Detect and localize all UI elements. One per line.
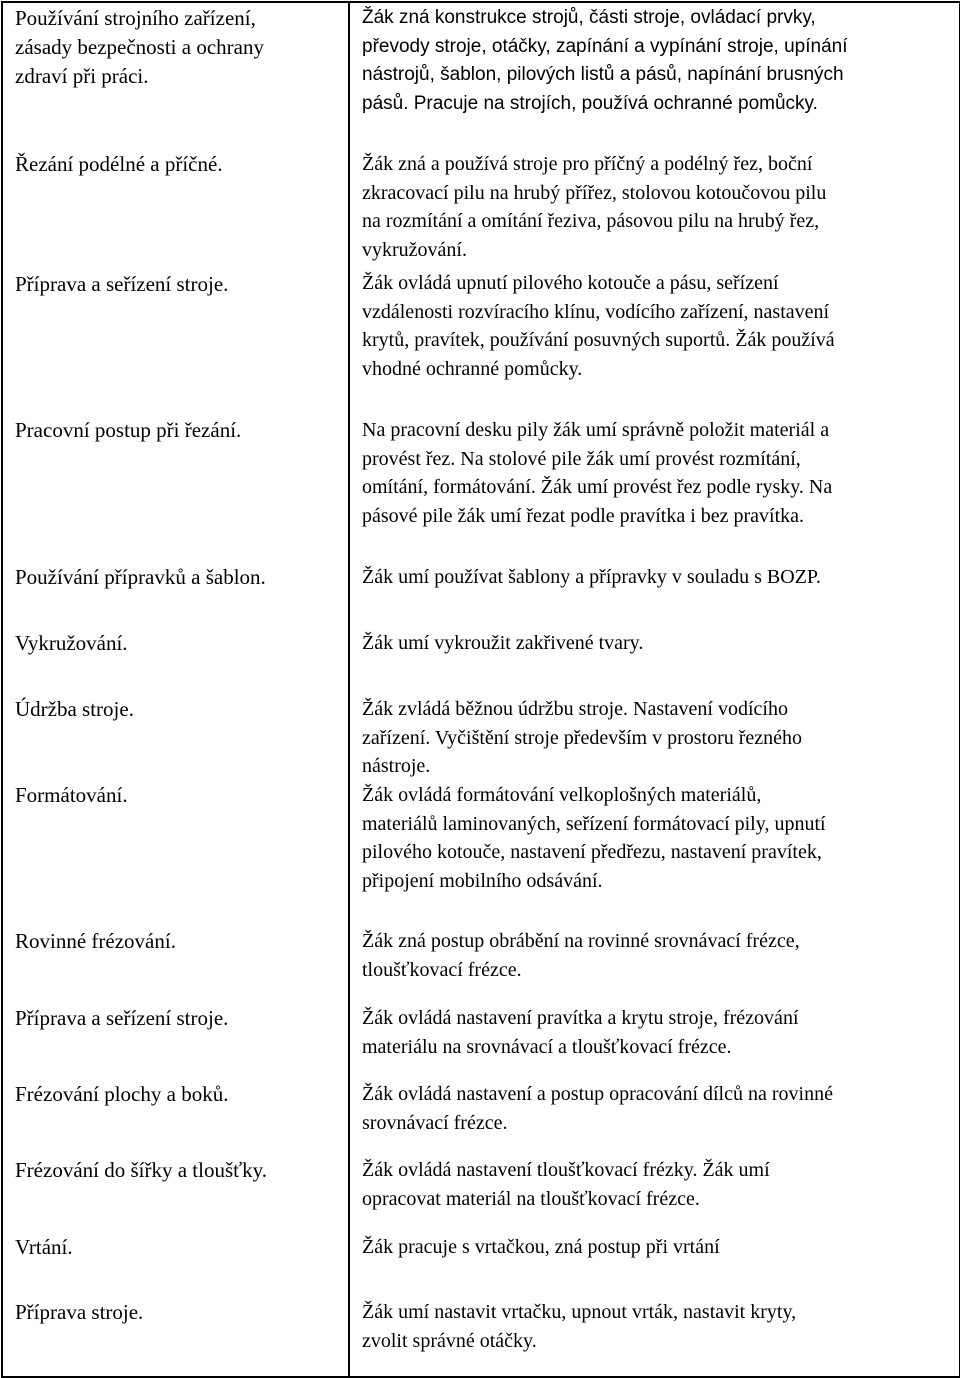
- text-line: vykružování.: [362, 238, 467, 261]
- left-cell-topic: [15, 1004, 228, 1033]
- text-line: Formátování.: [15, 783, 128, 807]
- text-line: Frézování do šířky a tloušťky.: [15, 1158, 267, 1182]
- text-line: Používání strojního zařízení,: [15, 6, 256, 30]
- text-line: Žák umí vykroužit zakřivené tvary.: [362, 632, 644, 654]
- text-line: nástrojů, šablon, pilových listů a pásů, napínání brusných: [362, 64, 844, 85]
- left-cell-topic: [15, 927, 176, 956]
- text-line: Pracovní postup při řezání.: [15, 418, 242, 442]
- text-line: Používání přípravků a šablon.: [15, 565, 266, 589]
- text-line: srovnávací frézce.: [362, 1111, 508, 1134]
- right-cell-outcome: [362, 629, 643, 658]
- text-line: zvolit správné otáčky.: [362, 1329, 537, 1352]
- text-line: Údržba stroje.: [15, 697, 134, 721]
- text-line: zásady bezpečnosti a ochrany: [15, 35, 264, 59]
- text-line: zkracovací pilu na hrubý přířez, stolovou kotoučovou pilu: [362, 181, 827, 204]
- text-line: Frézování plochy a boků.: [15, 1082, 229, 1106]
- text-line: na rozmítání a omítání řeziva, pásovou pilu na hrubý řez,: [362, 210, 820, 232]
- text-line: omítání, formátování. Žák umí provést řez podle rysky. Na: [362, 476, 833, 498]
- right-cell-outcome: [362, 416, 832, 530]
- text-line: Žák ovládá nastavení a postup opracování dílců na rovinné: [362, 1083, 833, 1105]
- text-line: převody stroje, otáčky, zapínání a vypínání stroje, upínání: [362, 35, 848, 57]
- text-line: vhodné ochranné pomůcky.: [362, 357, 583, 380]
- text-line: zdraví při práci.: [15, 64, 149, 88]
- left-cell-topic: [15, 563, 266, 592]
- text-line: Žák umí nastavit vrtačku, upnout vrták, nastavit kryty,: [362, 1301, 797, 1323]
- text-line: vzdálenosti rozvíracího klínu, vodícího zařízení, nastavení: [362, 300, 830, 323]
- text-line: Žák umí používat šablony a přípravky v souladu s BOZP.: [362, 566, 821, 588]
- text-line: pásů. Pracuje na strojích, používá ochranné pomůcky.: [362, 92, 818, 114]
- text-line: Příprava a seřízení stroje.: [15, 272, 229, 296]
- right-cell-outcome: [362, 269, 835, 383]
- text-line: připojení mobilního odsávání.: [362, 869, 603, 892]
- text-line: pásové pile žák umí řezat podle pravítka i bez pravítka.: [362, 504, 805, 527]
- column-divider: [348, 1, 350, 1378]
- text-line: nástroje.: [362, 755, 431, 777]
- left-cell-topic: [15, 781, 128, 810]
- text-line: Žák zná a používá stroje pro příčný a podélný řez, boční: [362, 153, 813, 175]
- right-cell-outcome: [362, 695, 802, 781]
- text-line: materiálu na srovnávací a tloušťkovací frézce.: [362, 1035, 732, 1058]
- right-cell-outcome: [362, 1233, 720, 1262]
- left-cell-topic: [15, 270, 228, 299]
- left-cell-topic: [15, 695, 134, 724]
- text-line: Žák zvládá běžnou údržbu stroje. Nastavení vodícího: [362, 698, 788, 720]
- text-line: Žák ovládá upnutí pilového kotouče a pásu, seřízení: [362, 272, 779, 294]
- right-cell-outcome: [362, 1080, 833, 1137]
- text-line: Vrtání.: [15, 1235, 73, 1259]
- text-line: Příprava a seřízení stroje.: [15, 1006, 229, 1030]
- text-line: opracovat materiál na tloušťkovací frézce.: [362, 1187, 700, 1210]
- text-line: Řezání podélné a příčné.: [15, 152, 223, 176]
- text-line: Na pracovní desku pily žák umí správně položit materiál a: [362, 419, 830, 441]
- left-cell-topic: [15, 1080, 228, 1109]
- right-cell-outcome: [362, 1298, 796, 1355]
- left-cell-topic: [15, 4, 264, 91]
- text-line: krytů, pravítek, používání posuvných suportů. Žák používá: [362, 329, 835, 351]
- right-cell-outcome: [362, 1156, 770, 1213]
- text-line: Vykružování.: [15, 631, 128, 655]
- right-cell-outcome: [362, 927, 800, 984]
- text-line: tloušťkovací frézce.: [362, 958, 522, 981]
- left-cell-topic: [15, 150, 223, 179]
- left-cell-topic: [15, 629, 128, 658]
- left-cell-topic: [15, 1298, 143, 1327]
- text-line: Rovinné frézování.: [15, 929, 176, 953]
- left-cell-topic: [15, 1156, 267, 1185]
- right-cell-outcome: [362, 1004, 799, 1061]
- text-line: Žák zná postup obrábění na rovinné srovnávací frézce,: [362, 930, 800, 952]
- text-line: Žák ovládá nastavení tloušťkovací frézky. Žák umí: [362, 1159, 770, 1181]
- text-line: Žák zná konstrukce strojů, části stroje, ovládací prvky,: [362, 7, 816, 28]
- text-line: Žák ovládá formátování velkoplošných materiálů,: [362, 784, 762, 806]
- right-cell-outcome: [362, 563, 821, 592]
- text-line: Žák ovládá nastavení pravítka a krytu stroje, frézování: [362, 1007, 799, 1029]
- right-cell-outcome: [362, 781, 826, 895]
- left-cell-topic: [15, 1233, 73, 1262]
- text-line: Příprava stroje.: [15, 1300, 144, 1324]
- text-line: Žák pracuje s vrtačkou, zná postup při vrtání: [362, 1236, 720, 1258]
- right-cell-outcome: [362, 4, 847, 118]
- text-line: zařízení. Vyčištění stroje především v prostoru řezného: [362, 726, 803, 749]
- text-line: pilového kotouče, nastavení předřezu, nastavení pravítek,: [362, 841, 822, 863]
- right-cell-outcome: [362, 150, 826, 264]
- text-line: materiálů laminovaných, seřízení formátovací pily, upnutí: [362, 812, 826, 835]
- text-line: provést řez. Na stolové pile žák umí provést rozmítání,: [362, 447, 801, 470]
- left-cell-topic: [15, 416, 241, 445]
